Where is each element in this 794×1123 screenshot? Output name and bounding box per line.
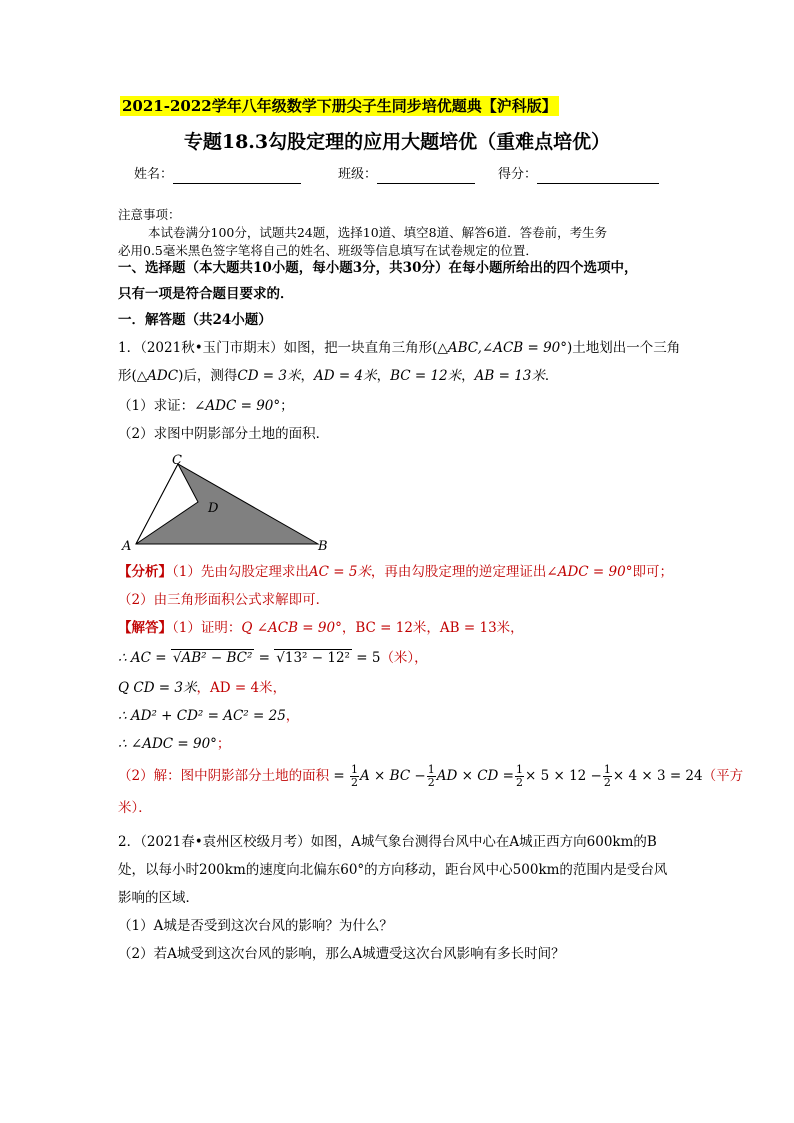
answer-tag: 【解答】: [118, 620, 172, 636]
answer-line-6: [118, 764, 743, 789]
label-c: C: [172, 453, 182, 468]
label-b: B: [318, 539, 328, 554]
analysis-text: （1）先由勾股定理求出: [172, 564, 309, 580]
answer-math: Q ∠ACB = 90°: [241, 620, 342, 636]
page-title: 专题18.3勾股定理的应用大题培优（重难点培优）: [183, 131, 611, 153]
numerator: 1: [515, 763, 523, 776]
triangle-figure: [118, 450, 338, 554]
answer-line-3: [118, 678, 286, 698]
fraction-half: [515, 764, 524, 789]
q1-sub-1: [118, 396, 294, 416]
denominator: 2: [603, 776, 611, 789]
numerator: 1: [351, 763, 358, 776]
score-label: 得分：: [498, 167, 538, 182]
fraction-half: [427, 764, 436, 789]
q1-text: 1．（2021秋•玉门市期末）如图，把一块直角三角形(: [118, 340, 438, 356]
analysis-text: ，再由勾股定理的逆定理证出: [370, 564, 547, 580]
q1-sub-2: （2）求图中阴影部分土地的面积．: [118, 426, 330, 442]
class-label: 班级：: [338, 167, 378, 182]
answer-math: ∴ AD² + CD² = AC² = 25: [118, 708, 286, 724]
class-field[interactable]: [338, 166, 475, 184]
q1-text: )后，测得: [178, 368, 238, 384]
answer-math: × 4 × 3 = 24: [612, 768, 703, 784]
numerator: 1: [603, 763, 611, 776]
answer-math: ∴ ∠ADC = 90°: [118, 736, 217, 752]
q1-text: （1）求证：: [118, 398, 195, 414]
answer-math: = 5: [351, 650, 381, 666]
denominator: 2: [427, 776, 435, 789]
answer-math: ∴ AC =: [118, 650, 171, 666]
score-field[interactable]: [498, 166, 659, 184]
answer-text: ；: [216, 736, 231, 752]
fraction-half: [350, 764, 359, 789]
q2-sub-1: （1）A城是否受到这次台风的影响？为什么？: [118, 918, 393, 934]
score-blank[interactable]: [537, 169, 659, 184]
analysis-line-2: （2）由三角形面积公式求解即可．: [118, 592, 330, 608]
label-d: D: [208, 501, 219, 516]
analysis-text: 即可；: [632, 564, 673, 580]
q1-math: AD = 4米: [314, 368, 377, 384]
denominator: 2: [515, 776, 523, 789]
answer-text: ，BC = 12米，AB = 13米，: [341, 620, 524, 636]
class-blank[interactable]: [377, 169, 475, 184]
analysis-math: AC = 5米: [308, 564, 371, 580]
q2-line-3: 影响的区域．: [118, 890, 199, 906]
analysis-tag: 【分析】: [118, 564, 172, 580]
denominator: 2: [351, 776, 358, 789]
answer-line-2: ∴ AC = √AB² − BC² = √13² − 12² = 5（米），: [118, 650, 428, 666]
q1-text: )土地划出一个三角: [567, 340, 681, 356]
notice-heading: 注意事项：: [118, 207, 181, 222]
answer-text: （1）证明：: [172, 620, 242, 636]
answer-math: × 5 × 12 −: [524, 768, 602, 784]
label-a: A: [122, 539, 132, 554]
answer-line-1: [118, 618, 524, 638]
numerator: 1: [427, 763, 435, 776]
answer-unit: （米），: [380, 650, 428, 666]
analysis-line-1: [118, 562, 673, 582]
answer-math: Q CD = 3米: [118, 680, 197, 696]
radicand: 13² − 12²: [284, 650, 350, 666]
q1-math: CD = 3米: [237, 368, 301, 384]
sub-section-heading: 一．解答题（共24小题）: [118, 312, 272, 328]
q2-sub-2: （2）若A城受到这次台风的影响，那么A城遭受这次台风影响有多长时间？: [118, 946, 565, 962]
notice-line-2: 必用0.5毫米黑色签字笔将自己的姓名、班级等信息填写在试卷规定的位置．: [118, 243, 538, 258]
answer-line-4: [118, 706, 299, 726]
answer-text: ，AD = 4米: [196, 680, 273, 696]
notice-line-1: 本试卷满分100分，试题共24题，选择10道、填空8道、解答6道．答卷前，考生务: [148, 225, 608, 240]
answer-math: AD × CD =: [436, 768, 514, 784]
q1-text: ；: [280, 398, 294, 414]
radicand: AB² − BC²: [181, 650, 253, 666]
q2-line-1: 2．（2021春•袁州区校级月考）如图，A城气象台测得台风中心在A城正西方向600km的B: [118, 834, 657, 850]
answer-line-7: 米）．: [118, 800, 152, 816]
q1-math: BC = 12米: [390, 368, 462, 384]
q2-line-2: 处，以每小时200km的速度向北偏东60°的方向移动，距台风中心500km的范围内是受台风: [118, 862, 668, 878]
q1-math: AB = 13米: [474, 368, 545, 384]
fraction-half: [603, 764, 612, 789]
section-heading-2: 只有一项是符合题目要求的．: [118, 286, 294, 302]
q1-math: △ABC,∠ACB = 90°: [437, 340, 568, 356]
q1-math: △ADC: [136, 368, 179, 384]
section-heading-1: 一、选择题（本大题共10小题，每小题3分，共30分）在每小题所给出的四个选项中，: [118, 260, 638, 276]
answer-math: A × BC −: [360, 768, 426, 784]
q1-math: ∠ADC = 90°: [194, 398, 281, 414]
answer-text: ，: [272, 680, 287, 696]
series-banner: 2021-2022学年八年级数学下册尖子生同步培优题典【沪科版】: [122, 97, 557, 115]
name-label: 姓名：: [134, 167, 174, 182]
q1-text: 形(: [118, 368, 137, 384]
answer-line-5: [118, 734, 230, 754]
answer-math: =: [254, 650, 275, 666]
name-field[interactable]: [134, 166, 301, 184]
answer-unit: （平方: [702, 768, 744, 784]
answer-text: ，: [285, 708, 300, 724]
answer-text: （2）解：图中阴影部分土地的面积: [118, 768, 330, 784]
q1-line-1: [118, 338, 680, 358]
name-blank[interactable]: [173, 169, 301, 184]
analysis-math: ∠ADC = 90°: [546, 564, 633, 580]
q1-line-2: 形(△ADC)后，测得CD = 3米，AD = 4米，BC = 12米，AB = 13米．: [118, 368, 559, 384]
answer-math: =: [329, 768, 349, 784]
